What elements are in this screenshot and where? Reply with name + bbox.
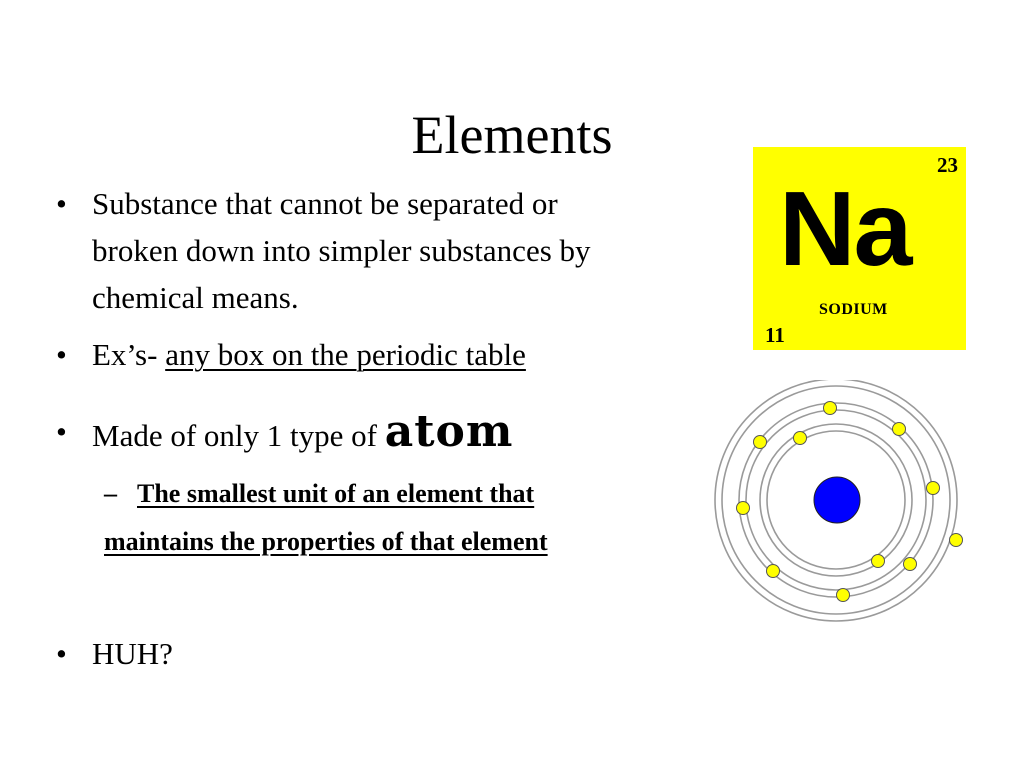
definition-text <box>92 180 591 321</box>
atom-prefix: Made of only 1 type of <box>92 418 385 453</box>
electron <box>824 402 837 415</box>
electron <box>904 558 917 571</box>
examples-prefix: Ex’s- <box>92 337 166 372</box>
atom-definition-line-1: The smallest unit of an element that <box>137 479 535 508</box>
atom-diagram <box>700 380 970 630</box>
atomic-mass: 23 <box>937 153 958 177</box>
atom-definition-line-2: maintains the properties of that element <box>104 527 548 556</box>
definition-line: Substance that cannot be separated or <box>92 186 558 221</box>
electron <box>837 589 850 602</box>
slide-title: Elements <box>411 105 613 165</box>
definition-line: broken down into simpler substances by <box>92 233 591 268</box>
bullet-examples <box>56 331 696 378</box>
bullet-atom <box>56 408 696 458</box>
bullet-definition <box>56 180 736 321</box>
atom-text <box>92 408 513 459</box>
nucleus <box>814 477 860 523</box>
electron <box>767 565 780 578</box>
electron <box>893 423 906 436</box>
atomic-number: 11 <box>765 323 785 347</box>
bullet-marker: • <box>56 186 67 221</box>
electron <box>794 432 807 445</box>
bullet-marker: • <box>56 414 67 449</box>
sub-bullet-marker: – <box>104 479 117 508</box>
atom-emphasis: atom <box>384 406 514 457</box>
definition-line: chemical means. <box>92 280 299 315</box>
sodium-element-tile <box>753 147 966 350</box>
element-symbol: Na <box>779 170 911 288</box>
bullet-marker: • <box>56 337 67 372</box>
huh-text: HUH? <box>92 636 173 671</box>
element-name: SODIUM <box>819 301 888 318</box>
electron <box>872 555 885 568</box>
bullet-huh <box>56 630 356 677</box>
electron <box>737 502 750 515</box>
examples-text <box>92 331 526 378</box>
examples-underlined: any box on the periodic table <box>165 337 526 372</box>
electron <box>754 436 767 449</box>
electron <box>950 534 963 547</box>
bullet-marker: • <box>56 636 67 671</box>
electron <box>927 482 940 495</box>
